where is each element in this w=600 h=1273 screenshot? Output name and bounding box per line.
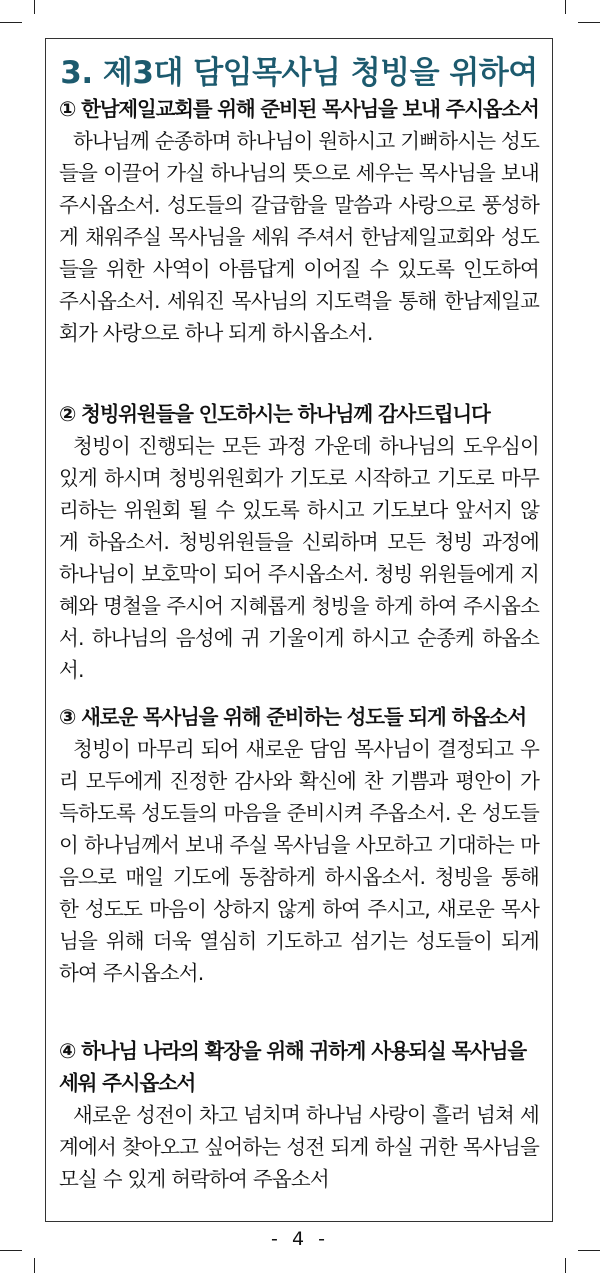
crop-mark-top-left-v	[34, 0, 35, 14]
section-heading: ① 한남제일교회를 위해 준비된 목사님을 보내 주시옵소서	[59, 97, 539, 121]
section-body: 청빙이 마무리 되어 새로운 담임 목사님이 결정되고 우리 모두에게 진정한 감사와 확신에 찬 기쁨과 평안이 가득하도록 성도들의 마음을 준비시켜 주옵소서. 온 성도들이 하나님께서 보내 주실 목사님을 사모하고 기대하는 마음으로 매일 기도에 동참하게 하시옵소서. 청빙을 통해 한 성도도 마음이 상하지 않게 하여 주시고, 새로운 목사님을 위해 더욱 열심히 기도하고 섬기는 성도들이 되게 하여 주시옵소서.	[59, 737, 539, 985]
crop-mark-bottom-left	[0, 1250, 22, 1251]
section-body: 청빙이 진행되는 모든 과정 가운데 하나님의 도우심이 있게 하시며 청빙위원회가 기도로 시작하고 기도로 마무리하는 위원회 될 수 있도록 하시고 기도보다 앞서지 않게 하옵소서. 청빙위원들을 신뢰하며 모든 청빙 과정에 하나님이 보호막이 되어 주시옵소서. 청빙 위원들에게 지혜와 명철을 주시어 지혜롭게 청빙을 하게 하여 주시옵소서. 하나님의 음성에 귀 기울이게 하시고 순종케 하옵소서.	[59, 434, 539, 682]
page-title: 3. 제3대 담임목사님 청빙을 위하여	[60, 55, 538, 91]
page-number: - 4 -	[271, 1228, 329, 1250]
crop-mark-top-left	[0, 22, 22, 23]
prayer-section-2	[59, 398, 539, 686]
section-heading: ② 청빙위원들을 인도하시는 하나님께 감사드립니다	[59, 402, 490, 426]
section-body: 하나님께 순종하며 하나님이 원하시고 기뻐하시는 성도들을 이끌어 가실 하나님의 뜻으로 세우는 목사님을 보내 주시옵소서. 성도들의 갈급함을 말씀과 사랑으로 풍성하게 채워주실 목사님을 세워 주셔서 한남제일교회와 성도들을 위한 사역이 아름답게 이어질 수 있도록 인도하여 주시옵소서. 세워진 목사님의 지도력을 통해 한남제일교회가 사랑으로 하나 되게 하시옵소서.	[59, 129, 539, 345]
prayer-section-1	[59, 93, 539, 349]
crop-mark-bottom-right-v	[565, 1258, 566, 1273]
section-heading: ④ 하나님 나라의 확장을 위해 귀하게 사용되실 목사님을 세워 주시옵소서	[59, 1039, 526, 1095]
page-frame	[45, 38, 553, 1222]
crop-mark-bottom-left-v	[34, 1258, 35, 1273]
prayer-section-3	[59, 701, 539, 989]
prayer-section-4	[59, 1035, 539, 1195]
section-heading: ③ 새로운 목사님을 위해 준비하는 성도들 되게 하옵소서	[59, 705, 526, 729]
crop-mark-top-right	[578, 22, 600, 23]
crop-mark-top-right-v	[565, 0, 566, 14]
crop-mark-bottom-right	[578, 1250, 600, 1251]
section-body: 새로운 성전이 차고 넘치며 하나님 사랑이 흘러 넘쳐 세계에서 찾아오고 싶어하는 성전 되게 하실 귀한 목사님을 모실 수 있게 허락하여 주옵소서	[59, 1103, 539, 1191]
